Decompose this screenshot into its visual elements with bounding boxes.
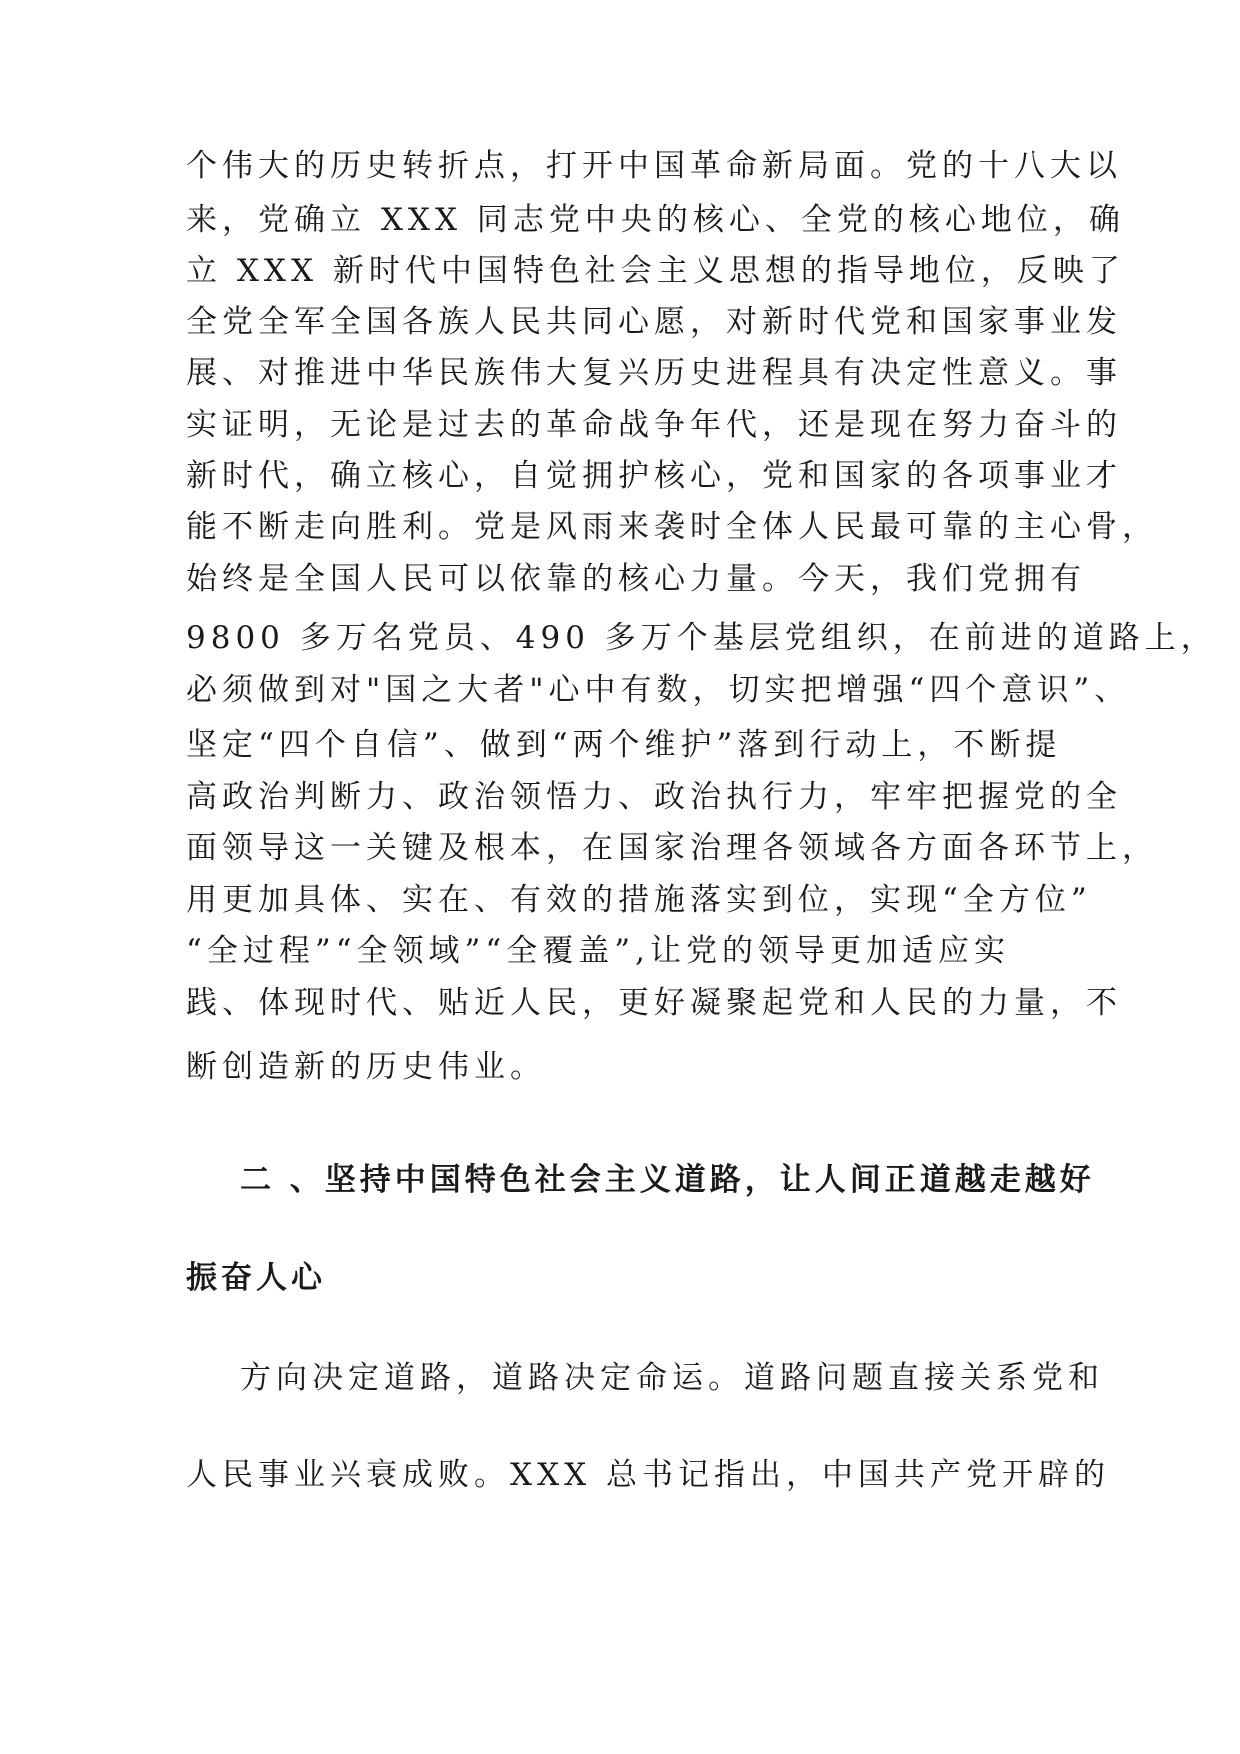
body-line: “全过程”“全领域”“全覆盖”,让党的领导更加适应实 [186,933,1010,969]
body-line: 来，党确立 XXX 同志党中央的核心、全党的核心地位，确 [186,202,1125,238]
body-line: 个伟大的历史转折点，打开中国革命新局面。党的十八大以 [186,148,1122,184]
body-line: 人民事业兴衰成败。XXX 总书记指出，中国共产党开辟的 [186,1457,1111,1493]
body-line: 全党全军全国各族人民共同心愿，对新时代党和国家事业发 [186,304,1122,340]
body-line: 新时代，确立核心，自觉拥护核心，党和国家的各项事业才 [186,458,1122,494]
section-heading: 二 、坚持中国特色社会主义道路，让人间正道越走越好 [240,1162,1095,1198]
body-line: 用更加具体、实在、有效的措施落实到位，实现“全方位” [186,882,1092,918]
body-line: 展、对推进中华民族伟大复兴历史进程具有决定性意义。事 [186,355,1122,391]
body-line: 实证明，无论是过去的革命战争年代，还是现在努力奋斗的 [186,407,1122,443]
body-line: 断创造新的历史伟业。 [186,1049,546,1085]
body-line: 立 XXX 新时代中国特色社会主义思想的指导地位，反映了 [186,253,1125,289]
body-line: 9800 多万名党员、490 多万个基层党组织，在前进的道路上， [186,620,1217,656]
body-line: 必须做到对"国之大者"心中有数，切实把增强“四个意识”、 [186,672,1131,708]
body-line: 始终是全国人民可以依靠的核心力量。今天，我们党拥有 [186,561,1086,597]
body-line: 高政治判断力、政治领悟力、政治执行力，牢牢把握党的全 [186,779,1122,815]
body-line: 面领导这一关键及根本，在国家治理各领域各方面各环节上， [186,830,1158,866]
body-line: 践、体现时代、贴近人民，更好凝聚起党和人民的力量，不 [186,985,1122,1021]
paragraph-first-line: 方向决定道路，道路决定命运。道路问题直接关系党和 [240,1360,1104,1396]
body-line: 坚定“四个自信”、做到“两个维护”落到行动上，不断提 [186,727,1062,763]
section-heading-continued: 振奋人心 [186,1260,326,1296]
body-line: 能不断走向胜利。党是风雨来袭时全体人民最可靠的主心骨， [186,509,1158,545]
